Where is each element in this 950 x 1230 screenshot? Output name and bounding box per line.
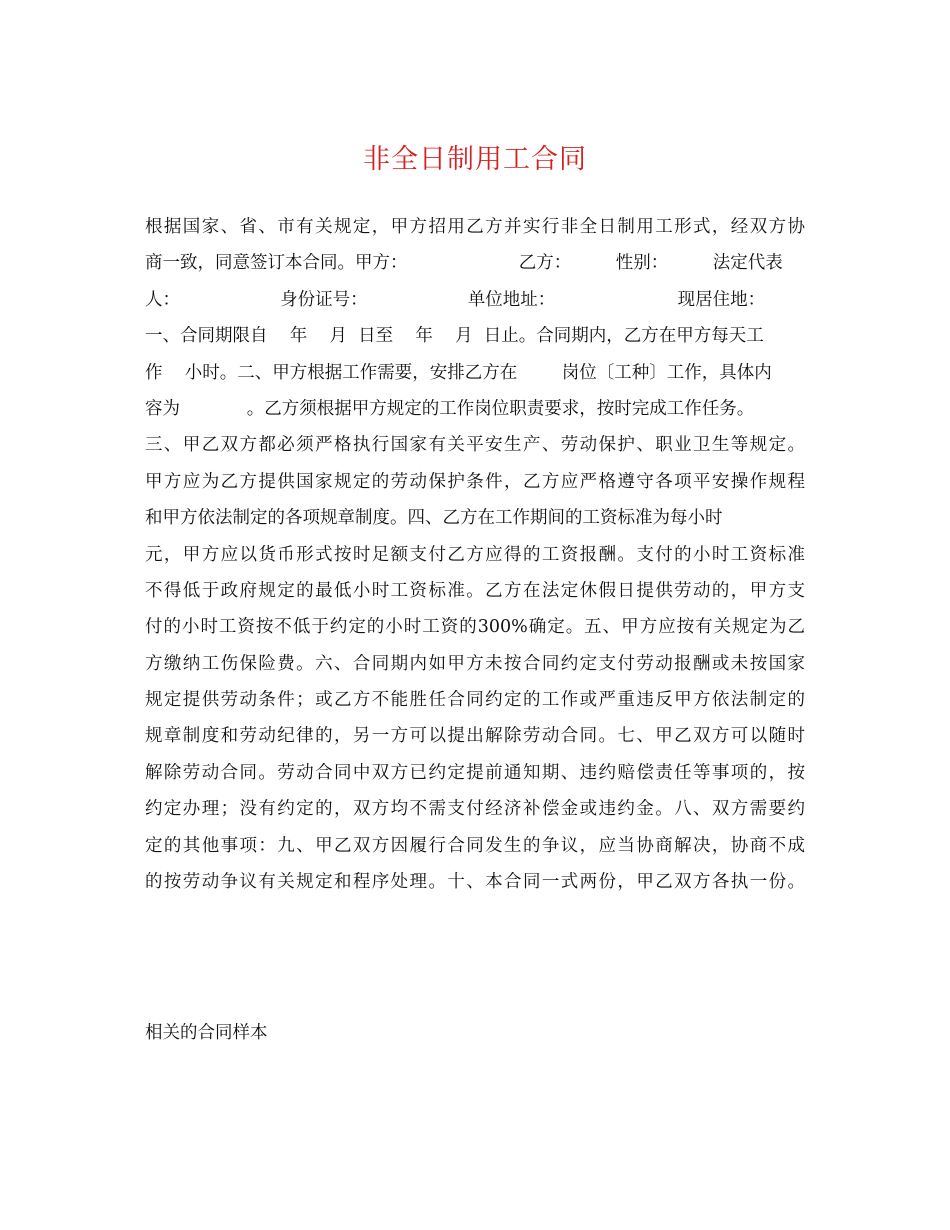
body-line: 一、合同期限自 年 月 日至 年 月 日止。合同期内，乙方在甲方每天工 <box>145 326 764 347</box>
body-line: 约定办理；没有约定的，双方均不需支付经济补偿金或违约金。八、双方需要约 <box>145 799 805 820</box>
body-line: 和甲方依法制定的各项规章制度。四、乙方在工作期间的工资标准为每小时 <box>145 508 723 529</box>
body-line: 规定提供劳动条件；或乙方不能胜任合同约定的工作或严重违反甲方依法制定的 <box>145 690 805 711</box>
body-line: 定的其他事项：九、甲乙双方因履行合同发生的争议，应当协商解决，协商不成 <box>145 835 805 856</box>
body-line: 元，甲方应以货币形式按时足额支付乙方应得的工资报酬。支付的小时工资标准 <box>145 544 805 565</box>
document-title: 非全日制用工合同 <box>363 144 587 175</box>
body-line: 规章制度和劳动纪律的，另一方可以提出解除劳动合同。七、甲乙双方可以随时 <box>145 726 805 747</box>
body-line: 三、甲乙双方都必须严格执行国家有关平安生产、劳动保护、职业卫生等规定。 <box>145 435 805 456</box>
body-line: 不得低于政府规定的最低小时工资标准。乙方在法定休假日提供劳动的，甲方支 <box>145 580 805 601</box>
body-line: 作 小时。二、甲方根据工作需要，安排乙方在 岗位〔工种〕工作，具体内 <box>145 362 772 383</box>
body-line: 甲方应为乙方提供国家规定的劳动保护条件，乙方应严格遵守各项平安操作规程 <box>145 471 805 492</box>
contract-body <box>145 209 805 900</box>
body-line: 容为 。乙方须根据甲方规定的工作岗位职责要求，按时完成工作任务。 <box>145 398 755 419</box>
body-line: 人： 身份证号： 单位地址： 现居住地： <box>145 289 766 310</box>
related-contracts-label: 相关的合同样本 <box>145 1023 268 1043</box>
body-line: 根据国家、省、市有关规定，甲方招用乙方并实行非全日制用工形式，经双方协 <box>145 217 805 237</box>
body-line: 的按劳动争议有关规定和程序处理。十、本合同一式两份，甲乙双方各执一份。 <box>145 872 805 893</box>
body-line: 商一致，同意签订本合同。甲方： 乙方： 性别： 法定代表 <box>145 253 783 274</box>
body-line: 解除劳动合同。劳动合同中双方已约定提前通知期、违约赔偿责任等事项的，按 <box>145 762 805 783</box>
body-line: 方缴纳工伤保险费。六、合同期内如甲方未按合同约定支付劳动报酬或未按国家 <box>145 653 805 674</box>
body-line: 付的小时工资按不低于约定的小时工资的300%确定。五、甲方应按有关规定为乙 <box>145 617 805 638</box>
